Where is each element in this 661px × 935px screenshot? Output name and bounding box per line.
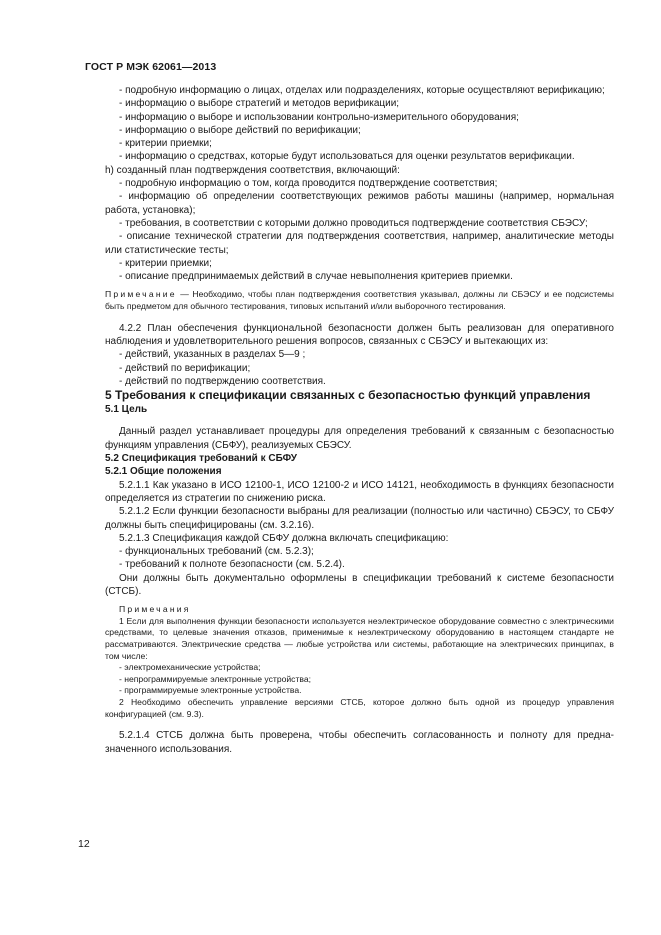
paragraph: 5.2.1.4 СТСБ должна быть проверена, чтобы обеспечить согласованность и полноту для предназначенного использования. bbox=[105, 730, 614, 755]
list-item: - описание предпринимаемых действий в случае невыполнения критериев приемки. bbox=[119, 271, 513, 283]
subsection-heading: 5.2 Спецификация требований к СБФУ bbox=[105, 453, 298, 465]
list-item: - критерии приемки; bbox=[119, 257, 212, 269]
list-item: - действий по верификации; bbox=[119, 362, 251, 374]
list-item: - действий по подтверждению соответствия. bbox=[119, 375, 326, 387]
section-heading: 5 Требования к спецификации связанных с безопасностью функций управления bbox=[105, 388, 591, 403]
list-item: - программируемые электронные устройства. bbox=[119, 685, 302, 696]
list-item: - электромеханические устройства; bbox=[119, 662, 261, 673]
subsection-heading: 5.2.1 Общие положения bbox=[105, 466, 222, 478]
notes-label: Примечания bbox=[119, 604, 191, 615]
paragraph: Они должны быть документально оформлены в спецификации требований к системе безопасности (СТСБ). bbox=[105, 572, 614, 597]
list-item: - подробную информацию о лицах, отделах или подразделениях, которые осуществляют верификацию; bbox=[119, 85, 605, 96]
note-label: Примечание bbox=[105, 289, 177, 300]
list-item: - требования, в соответствии с которыми должно проводиться подтверждение соответствия СБЭСУ; bbox=[119, 217, 588, 229]
list-item: - информацию о выборе стратегий и методов верификации; bbox=[119, 98, 400, 110]
document-header: ГОСТ Р МЭК 62061—2013 bbox=[85, 61, 217, 73]
list-item: - информацию об определении соответствующих режимов работы машины (например, нормальная работа, установка); bbox=[105, 191, 614, 216]
list-item: - непрограммируемые электронные устройства; bbox=[119, 673, 312, 684]
note: 1 Если для выполнения функции безопасности используется неэлектрическое оборудование совместно с электрическими средствами, то целевые значения отказов, применимые к неэлектрическому оборудованию в настоящем стандарте не рассматриваются. Электрические средства — любые устройства или системы, работающие на электрических принципах, в том числе: bbox=[105, 615, 614, 661]
note bbox=[105, 289, 614, 312]
list-item: - описание технической стратегии для подтверждения соответствия, например, аналитические методы или статистические тесты; bbox=[105, 231, 614, 256]
list-item: - функциональных требований (см. 5.2.3); bbox=[119, 546, 314, 558]
list-item: - информацию о средствах, которые будут использоваться для оценки результатов верификации. bbox=[119, 151, 575, 163]
list-item: - подробную информацию о том, когда проводится подтверждение соответствия; bbox=[119, 178, 498, 190]
paragraph: 5.2.1.3 Спецификация каждой СБФУ должна включать спецификацию: bbox=[119, 532, 449, 544]
list-item: - информацию о выборе и использовании контрольно-измерительного оборудования; bbox=[119, 111, 519, 123]
list-item: h) созданный план подтверждения соответствия, включающий: bbox=[105, 164, 400, 176]
page-content bbox=[105, 84, 614, 756]
list-item: - действий, указанных в разделах 5—9 ; bbox=[119, 349, 306, 361]
paragraph: Данный раздел устанавливает процедуры для определения требований к связанным с безопасностью функциям управления (СБФУ), реализуемых СБЭСУ. bbox=[105, 426, 614, 451]
note: 2 Необходимо обеспечить управление версиями СТСБ, которое должно быть одной из процедур управления конфигурацией (см. 9.3). bbox=[105, 697, 614, 719]
paragraph: 5.2.1.1 Как указано в ИСО 12100-1, ИСО 12100-2 и ИСО 14121, необходимость в функциях безопасности определяется из стратегии по снижению риска. bbox=[105, 479, 614, 504]
paragraph: 4.2.2 План обеспечения функциональной безопасности должен быть реализован для оперативного наблюдения и удовлетворительного решения вопросов, связанных с СБЭСУ и вытекающих из: bbox=[105, 322, 614, 347]
page-number: 12 bbox=[78, 838, 90, 850]
note-text: — Необходимо, чтобы план подтверждения соответствия указывал, должны ли СБЭСУ и ее подсистемы быть предметом для обычного тестирования, типовых испытаний и/или выборочного тестирования. bbox=[105, 289, 614, 312]
subsection-heading: 5.1 Цель bbox=[105, 404, 148, 416]
list-item: - информацию о выборе действий по верификации; bbox=[119, 124, 361, 136]
paragraph: 5.2.1.2 Если функции безопасности выбраны для реализации (полностью или частично) СБЭСУ, то СБФУ должны быть специфицированы (см. 3.2.16). bbox=[105, 506, 614, 531]
list-item: - требований к полноте безопасности (см. 5.2.4). bbox=[119, 559, 345, 571]
list-item: - критерии приемки; bbox=[119, 138, 212, 150]
